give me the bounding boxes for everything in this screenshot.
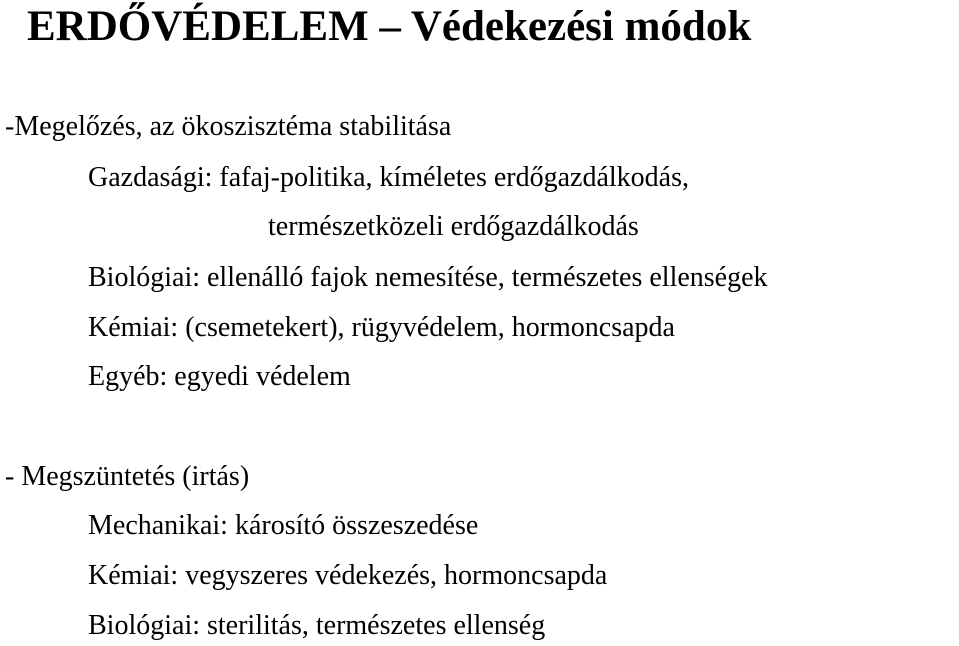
- bullet-economic-continued: természetközeli erdőgazdálkodás: [268, 211, 639, 242]
- bullet-chemical-control: Kémiai: vegyszeres védekezés, hormoncsapda: [88, 560, 608, 591]
- bullet-mechanical: Mechanikai: károsító összeszedése: [88, 510, 479, 541]
- bullet-chemical: Kémiai: (csemetekert), rügyvédelem, hormoncsapda: [88, 312, 675, 343]
- bullet-other: Egyéb: egyedi védelem: [88, 361, 351, 392]
- section-heading-elimination: - Megszüntetés (irtás): [5, 461, 250, 492]
- bullet-economic: Gazdasági: fafaj-politika, kíméletes erdőgazdálkodás,: [88, 162, 689, 193]
- slide-title: ERDŐVÉDELEM – Védekezési módok: [27, 3, 752, 50]
- bullet-biological-control: Biológiai: sterilitás, természetes ellenség: [88, 610, 546, 641]
- section-heading-prevention: -Megelőzés, az ökoszisztéma stabilitása: [5, 111, 452, 142]
- bullet-biological: Biológiai: ellenálló fajok nemesítése, természetes ellenségek: [88, 262, 768, 293]
